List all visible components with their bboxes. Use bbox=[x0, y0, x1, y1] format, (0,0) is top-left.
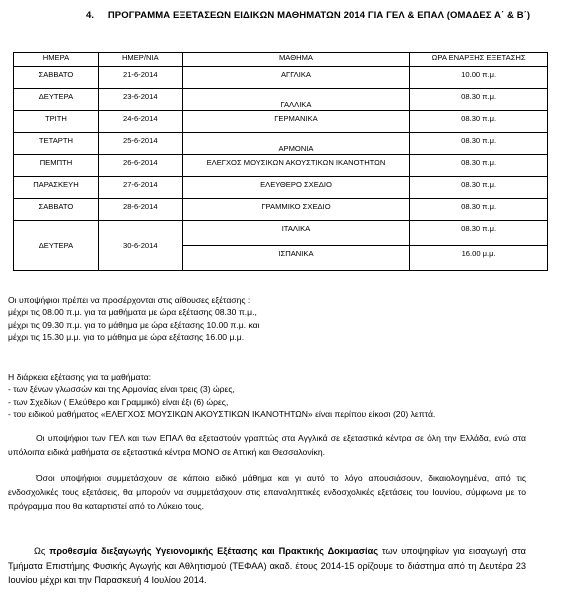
cell-time: 08.30 π.μ. bbox=[410, 177, 548, 199]
cell-time: 08.30 π.μ. bbox=[410, 155, 548, 177]
cell-date: 30-6-2014 bbox=[98, 221, 182, 271]
table-row bbox=[14, 111, 548, 133]
table-row bbox=[14, 177, 548, 199]
duration-instructions bbox=[8, 371, 435, 420]
arrival-line: μέχρι τις 15.30 μ.μ. για το μάθημα με ώρα εξέτασης 16.00 μ.μ. bbox=[8, 331, 245, 342]
cell-day: ΤΡΙΤΗ bbox=[14, 111, 99, 133]
exam-centers-paragraph bbox=[8, 431, 526, 459]
cell-date: 26-6-2014 bbox=[98, 155, 182, 177]
section-heading bbox=[86, 10, 530, 21]
header-subject: ΜΑΘΗΜΑ bbox=[182, 53, 410, 67]
cell-time: 08.30 π.μ. bbox=[410, 89, 548, 111]
cell-day: ΣΑΒΒΑΤΟ bbox=[14, 67, 99, 89]
cell-subject: ΓΕΡΜΑΝΙΚΑ bbox=[182, 111, 410, 133]
cell-time: 08.30 π.μ. bbox=[410, 111, 548, 133]
header-time: ΩΡΑ ΕΝΑΡΞΗΣ ΕΞΕΤΑΣΗΣ bbox=[410, 53, 548, 67]
cell-subject: ΓΑΛΛΙΚΑ bbox=[182, 89, 410, 111]
cell-day: ΠΑΡΑΣΚΕΥΗ bbox=[14, 177, 99, 199]
cell-time: 08.30 π.μ. bbox=[410, 199, 548, 221]
cell-time: 08.30 π.μ. bbox=[410, 221, 548, 246]
duration-line: - του ειδικού μαθήματος «ΕΛΕΓΧΟΣ ΜΟΥΣΙΚΩΝ ΑΚΟΥΣΤΙΚΩΝ ΙΚΑΝΟΤΗΤΩΝ» είναι περίπου είκοσι (20) λεπτά. bbox=[8, 408, 436, 419]
section-number: 4. bbox=[86, 10, 95, 21]
cell-day: ΣΑΒΒΑΤΟ bbox=[14, 199, 99, 221]
table-row bbox=[14, 199, 548, 221]
table-row bbox=[14, 89, 548, 111]
table-row bbox=[14, 155, 548, 177]
table-row bbox=[14, 221, 548, 246]
cell-day: ΔΕΥΤΕΡΑ bbox=[14, 89, 99, 111]
cell-subject: ΓΡΑΜΜΙΚΟ ΣΧΕΔΙΟ bbox=[182, 199, 410, 221]
cell-time: 08.30 π.μ. bbox=[410, 133, 548, 155]
arrival-line: μέχρι τις 09.30 π.μ. για το μάθημα με ώρα εξέτασης 10.00 π.μ. και bbox=[8, 319, 260, 330]
cell-subject: ΕΛΕΥΘΕΡΟ ΣΧΕΔΙΟ bbox=[182, 177, 410, 199]
cell-date: 24-6-2014 bbox=[98, 111, 182, 133]
absence-text: Όσοι υποψήφιοι συμμετάσχουν σε κάποιο ειδικό μάθημα και γι αυτό το λόγο απουσιάσουν, δικαιολογημένα, από τις ενδοσχολικές τους εξετάσεις, θα μπορούν να συμμετάσχουν στις επαναληπτικές ενδοσχολικές εξετάσεις του Ιουνίου, σύμφωνα με το πρόγραμμα που θα καταρτιστεί από το Λύκειο τους. bbox=[8, 473, 526, 511]
duration-line: - των ξένων γλωσσών και της Αρμονίας είναι τρεις (3) ώρες, bbox=[8, 384, 235, 395]
header-day: ΗΜΕΡΑ bbox=[14, 53, 99, 67]
cell-day: ΔΕΥΤΕΡΑ bbox=[14, 221, 99, 271]
exam-schedule-table bbox=[13, 52, 548, 271]
duration-line: - των Σχεδίων ( Ελεύθερο και Γραμμικό) είναι έξι (6) ώρες, bbox=[8, 396, 229, 407]
deadline-paragraph bbox=[8, 544, 526, 588]
cell-time: 16.00 μ.μ. bbox=[410, 246, 548, 271]
deadline-bold: προθεσμία διεξαγωγής Υγειονομικής Εξέτασης και Πρακτικής Δοκιμασίας bbox=[49, 546, 378, 556]
cell-day: ΤΕΤΑΡΤΗ bbox=[14, 133, 99, 155]
exam-centers-text: Οι υποψήφιοι των ΓΕΛ και των ΕΠΑΛ θα εξεταστούν γραπτώς στα Αγγλικά σε εξεταστικά κέντρα σε όλη την Ελλάδα, ενώ στα υπόλοιπα ειδικά μαθήματα σε εξεταστικά κέντρα ΜΟΝΟ σε Αττική και Θεσσαλονίκη. bbox=[8, 433, 526, 457]
cell-date: 28-6-2014 bbox=[98, 199, 182, 221]
table-row bbox=[14, 133, 548, 155]
cell-subject: ΙΣΠΑΝΙΚΑ bbox=[182, 246, 410, 271]
arrival-line: μέχρι τις 08.00 π.μ. για τα μαθήματα με ώρα εξέτασης 08.30 π.μ., bbox=[8, 307, 257, 318]
arrival-instructions bbox=[8, 294, 260, 343]
cell-date: 27-6-2014 bbox=[98, 177, 182, 199]
table-header-row bbox=[14, 53, 548, 67]
section-title: ΠΡΟΓΡΑΜΜΑ ΕΞΕΤΑΣΕΩΝ ΕΙΔΙΚΩΝ ΜΑΘΗΜΑΤΩΝ 2014 ΓΙΑ ΓΕΛ & ΕΠΑΛ (ΟΜΑΔΕΣ Α΄ & Β΄) bbox=[107, 10, 531, 21]
arrival-intro: Οι υποψήφιοι πρέπει να προσέρχονται στις αίθουσες εξέτασης : bbox=[8, 295, 251, 305]
header-date: ΗΜΕΡ/ΝΙΑ bbox=[98, 53, 182, 67]
cell-day: ΠΕΜΠΤΗ bbox=[14, 155, 99, 177]
cell-subject: ΕΛΕΓΧΟΣ ΜΟΥΣΙΚΩΝ ΑΚΟΥΣΤΙΚΩΝ ΙΚΑΝΟΤΗΤΩΝ bbox=[182, 155, 410, 177]
cell-time: 10.00 π.μ. bbox=[410, 67, 548, 89]
duration-intro: Η διάρκεια εξέτασης για τα μαθήματα: bbox=[8, 372, 152, 382]
cell-date: 21-6-2014 bbox=[98, 67, 182, 89]
table-row bbox=[14, 67, 548, 89]
cell-subject: ΙΤΑΛΙΚΑ bbox=[182, 221, 410, 246]
cell-date: 25-6-2014 bbox=[98, 133, 182, 155]
deadline-rest: των υποψηφίων για εισαγωγή στα Τμήματα Επιστήμης Φυσικής Αγωγής και Αθλητισμού (ΤΕΦΑΑ) ακαδ. έτους 2014-15 ορίζουμε το διάστημα από τη Δευτέρα 23 Ιουνίου μέχρι και την Παρασκευή 4 Ιουλίου 2014. bbox=[8, 546, 526, 585]
cell-subject: ΑΓΓΛΙΚΑ bbox=[182, 67, 410, 89]
cell-date: 23-6-2014 bbox=[98, 89, 182, 111]
absence-paragraph bbox=[8, 471, 526, 513]
deadline-lead: Ως bbox=[34, 546, 50, 556]
cell-subject: ΑΡΜΟΝΙΑ bbox=[182, 133, 410, 155]
